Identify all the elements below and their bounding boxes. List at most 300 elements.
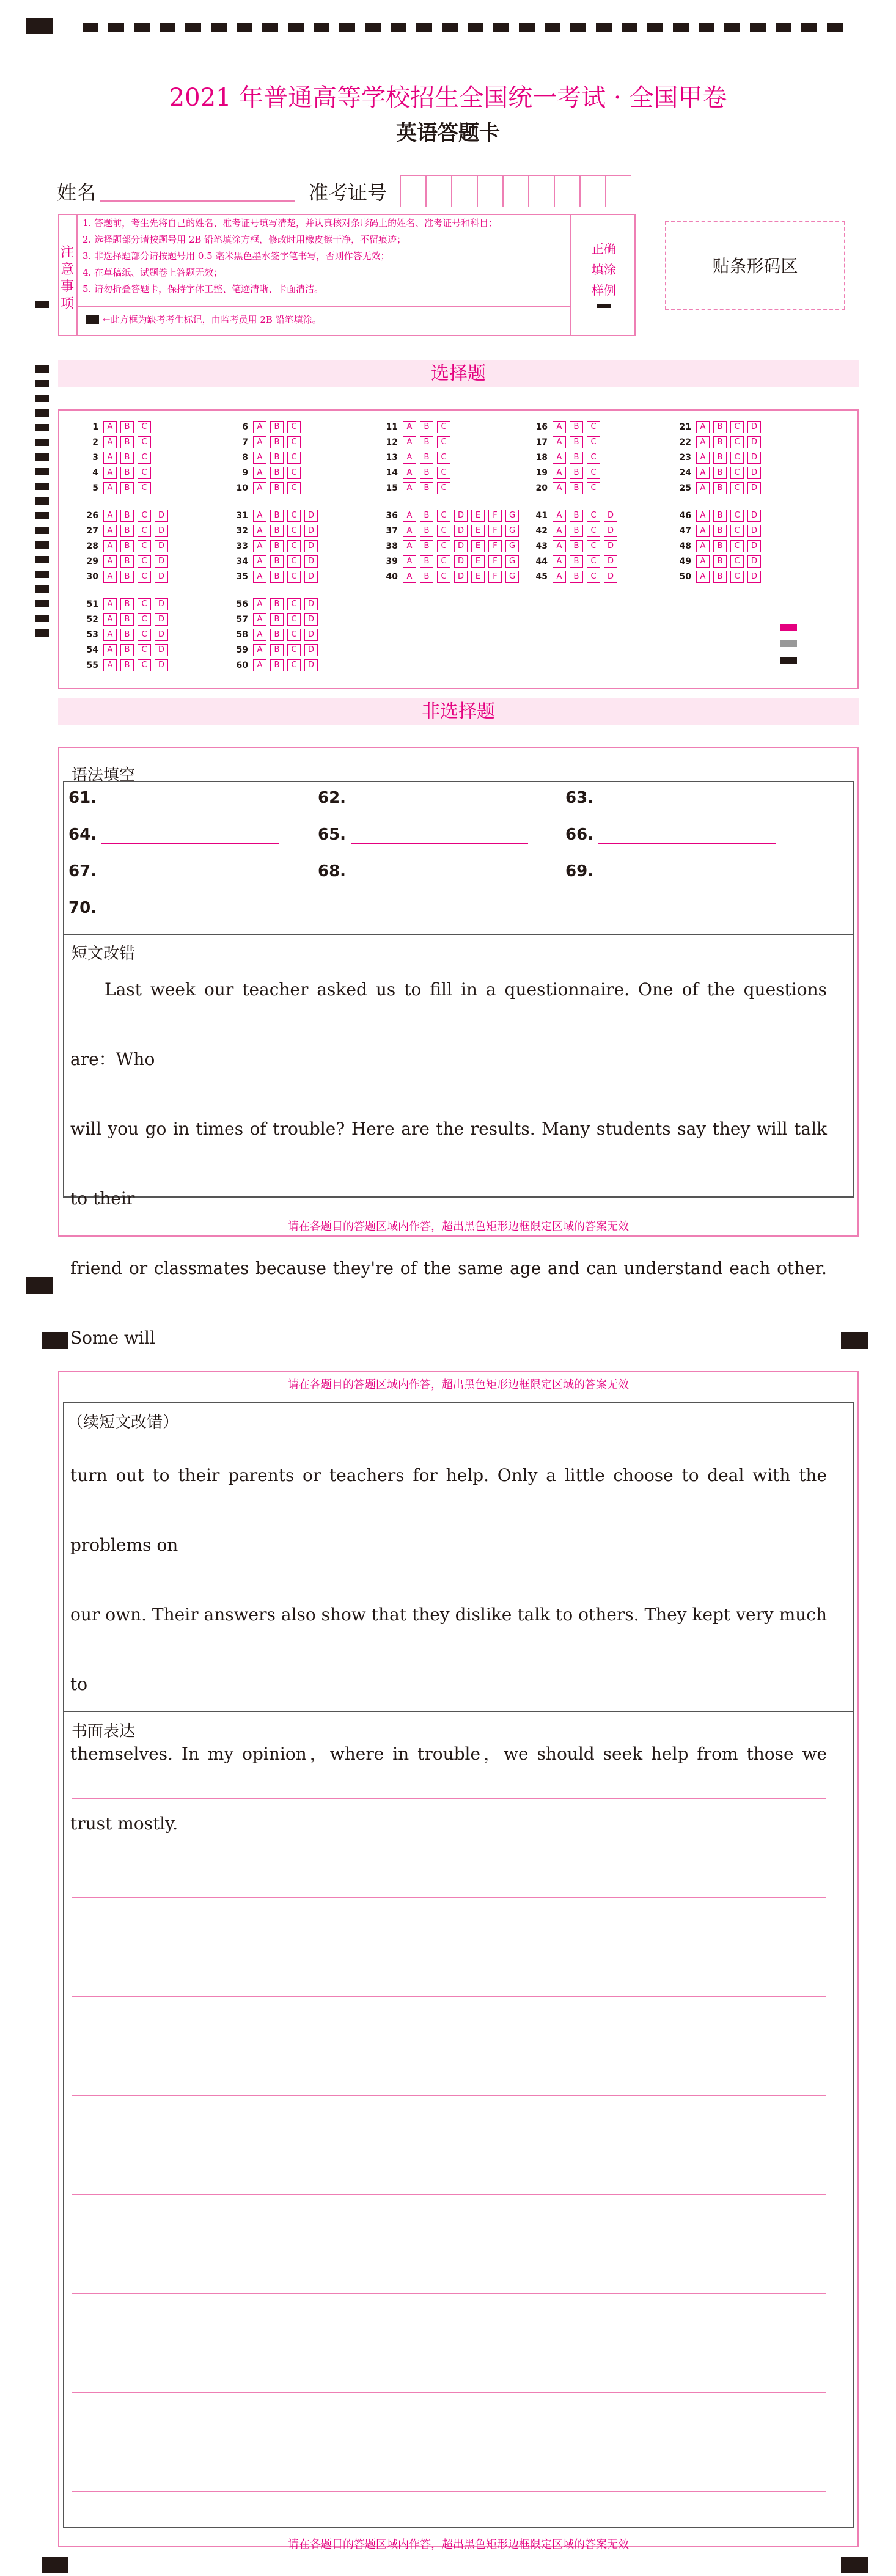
answer-bubble[interactable]: A [553,436,566,448]
answer-bubble[interactable]: C [287,659,301,671]
grammar-answer-field[interactable] [565,862,776,880]
answer-bubble[interactable]: D [604,540,617,552]
grammar-answer-field[interactable] [318,825,528,844]
answer-bubble[interactable]: B [570,571,583,583]
answer-bubble[interactable]: D [155,629,168,641]
answer-bubble[interactable]: B [270,540,284,552]
answer-bubble[interactable]: A [103,540,117,552]
answer-bubble[interactable]: A [696,436,710,448]
answer-bubble[interactable]: C [437,571,450,583]
answer-bubble[interactable]: B [120,644,134,656]
answer-bubble[interactable]: B [570,452,583,464]
answer-bubble[interactable]: F [488,540,502,552]
answer-bubble[interactable]: A [403,421,416,433]
answer-bubble[interactable]: C [287,571,301,583]
timing-mark [699,23,714,32]
answer-bubble[interactable]: D [304,598,318,610]
sample-mark-gray [780,640,797,647]
answer-bubble[interactable]: G [505,571,519,583]
answer-bubble[interactable]: B [420,510,433,522]
answer-line[interactable] [351,825,528,844]
answer-bubble[interactable]: C [587,467,600,479]
answer-line[interactable] [101,862,279,880]
answer-bubble[interactable]: D [747,510,761,522]
answer-bubble[interactable]: C [730,421,744,433]
answer-bubble[interactable]: A [696,571,710,583]
answer-bubble[interactable]: A [403,467,416,479]
answer-bubble[interactable]: B [713,540,727,552]
answer-bubble[interactable]: B [270,598,284,610]
answer-bubble[interactable]: A [253,598,266,610]
answer-bubble[interactable]: A [103,613,117,626]
answer-bubble[interactable]: D [454,555,468,568]
answer-bubble[interactable]: B [270,613,284,626]
answer-bubble[interactable]: B [713,571,727,583]
answer-bubble[interactable]: A [103,510,117,522]
answer-bubble[interactable]: A [403,510,416,522]
exam-number-digit-box[interactable] [503,175,529,207]
choice-question [83,509,172,522]
choice-question [232,420,304,434]
answer-bubble[interactable]: B [270,644,284,656]
timing-mark [35,541,49,549]
answer-bubble[interactable]: D [155,540,168,552]
answer-bubble[interactable]: B [420,421,433,433]
answer-line[interactable] [101,898,279,917]
answer-bubble[interactable]: C [138,510,151,522]
answer-bubble[interactable]: A [253,452,266,464]
corner-mark [26,18,53,34]
grammar-answer-field[interactable] [68,862,279,880]
answer-bubble[interactable]: A [103,482,117,494]
answer-bubble[interactable]: A [253,510,266,522]
answer-bubble[interactable]: D [155,555,168,568]
answer-bubble[interactable]: A [696,482,710,494]
answer-bubble[interactable]: A [553,421,566,433]
answer-bubble[interactable]: F [488,571,502,583]
answer-bubble[interactable]: C [730,571,744,583]
grammar-answer-field[interactable] [565,788,776,807]
answer-line[interactable] [101,788,279,807]
answer-bubble[interactable]: D [747,540,761,552]
absent-mark-box[interactable] [86,315,99,324]
answer-bubble[interactable]: D [604,571,617,583]
answer-bubble[interactable]: A [403,436,416,448]
answer-bubble[interactable]: C [437,525,450,537]
answer-bubble[interactable]: A [103,659,117,671]
answer-bubble[interactable]: D [604,555,617,568]
answer-bubble[interactable]: C [587,452,600,464]
answer-bubble[interactable]: D [604,525,617,537]
choice-question [675,509,765,522]
choice-question [232,524,321,538]
answer-bubble[interactable]: A [403,540,416,552]
answer-bubble[interactable]: B [120,421,134,433]
answer-bubble[interactable]: C [138,467,151,479]
answer-bubble[interactable]: A [403,482,416,494]
answer-bubble[interactable]: B [270,421,284,433]
writing-line[interactable] [72,2194,826,2195]
question-number: 55 [86,660,98,670]
answer-bubble[interactable]: G [505,525,519,537]
answer-bubble[interactable]: C [138,598,151,610]
answer-bubble[interactable]: C [287,525,301,537]
answer-bubble[interactable]: G [505,510,519,522]
answer-bubble[interactable]: C [587,540,600,552]
timing-mark [339,23,355,32]
answer-bubble[interactable]: C [730,452,744,464]
answer-bubble[interactable]: D [304,571,318,583]
grammar-answer-field[interactable] [318,788,528,807]
answer-bubble[interactable]: D [304,629,318,641]
answer-bubble[interactable]: B [120,571,134,583]
exam-number-digit-box[interactable] [580,175,606,207]
answer-bubble[interactable]: D [304,510,318,522]
answer-bubble[interactable]: C [437,436,450,448]
answer-bubble[interactable]: C [437,467,450,479]
answer-bubble[interactable]: E [471,510,485,522]
answer-bubble[interactable]: D [304,644,318,656]
answer-bubble[interactable]: A [103,467,117,479]
answer-bubble[interactable]: A [103,571,117,583]
answer-bubble[interactable]: B [713,452,727,464]
answer-bubble[interactable]: C [730,510,744,522]
answer-bubble[interactable]: B [270,482,284,494]
answer-bubble[interactable]: C [138,555,151,568]
answer-bubble[interactable]: A [403,525,416,537]
answer-bubble[interactable]: C [437,555,450,568]
writing-line[interactable] [72,2392,826,2393]
answer-bubble[interactable]: D [155,571,168,583]
answer-bubble[interactable]: C [287,436,301,448]
answer-bubble[interactable]: D [747,571,761,583]
answer-bubble[interactable]: B [120,629,134,641]
answer-bubble[interactable]: A [103,598,117,610]
writing-line[interactable] [72,1996,826,1997]
answer-bubble[interactable]: A [553,482,566,494]
answer-bubble[interactable]: D [304,613,318,626]
answer-bubble[interactable]: A [696,555,710,568]
answer-bubble[interactable]: B [713,510,727,522]
answer-bubble[interactable]: A [553,525,566,537]
exam-number-digit-box[interactable] [477,175,503,207]
answer-bubble[interactable]: B [713,482,727,494]
answer-bubble[interactable]: B [420,436,433,448]
answer-bubble[interactable]: C [138,421,151,433]
timing-mark [134,23,150,32]
answer-bubble[interactable]: C [587,555,600,568]
answer-bubble[interactable]: A [696,540,710,552]
answer-bubble[interactable]: B [270,436,284,448]
answer-bubble[interactable]: B [270,555,284,568]
grammar-answer-field[interactable] [318,862,528,880]
answer-bubble[interactable]: B [120,510,134,522]
answer-bubble[interactable]: B [120,525,134,537]
answer-bubble[interactable]: B [420,467,433,479]
answer-bubble[interactable]: C [437,482,450,494]
answer-bubble[interactable]: B [570,467,583,479]
answer-bubble[interactable]: F [488,510,502,522]
answer-bubble[interactable]: A [553,540,566,552]
answer-bubble[interactable]: E [471,525,485,537]
answer-bubble[interactable]: D [304,659,318,671]
answer-bubble[interactable]: B [570,525,583,537]
timing-mark [596,23,612,32]
grammar-answer-field[interactable] [565,825,776,844]
answer-bubble[interactable]: D [304,555,318,568]
answer-bubble[interactable]: C [587,482,600,494]
answer-bubble[interactable]: A [253,644,266,656]
answer-bubble[interactable]: C [287,555,301,568]
answer-bubble[interactable]: D [454,525,468,537]
answer-bubble[interactable]: C [138,540,151,552]
answer-bubble[interactable]: D [454,571,468,583]
writing-line[interactable] [72,1798,826,1799]
answer-bubble[interactable]: B [570,555,583,568]
answer-bubble[interactable]: D [304,525,318,537]
answer-bubble[interactable]: C [730,467,744,479]
answer-bubble[interactable]: B [420,555,433,568]
answer-bubble[interactable]: A [553,467,566,479]
answer-bubble[interactable]: A [696,452,710,464]
question-number: 40 [386,572,398,582]
answer-bubble[interactable]: B [713,467,727,479]
name-field[interactable] [100,200,295,202]
answer-bubble[interactable]: B [570,421,583,433]
answer-bubble[interactable]: B [420,525,433,537]
answer-bubble[interactable]: B [120,659,134,671]
answer-bubble[interactable]: B [270,659,284,671]
answer-bubble[interactable]: C [287,510,301,522]
answer-bubble[interactable]: C [138,629,151,641]
answer-bubble[interactable]: C [287,467,301,479]
answer-bubble[interactable]: D [454,510,468,522]
correct-fill-sample [597,304,611,308]
answer-bubble[interactable]: C [587,571,600,583]
timing-mark [108,23,124,32]
answer-bubble[interactable]: A [103,555,117,568]
answer-bubble[interactable]: C [138,436,151,448]
answer-bubble[interactable]: B [120,613,134,626]
answer-bubble[interactable]: B [270,467,284,479]
answer-bubble[interactable]: C [437,510,450,522]
answer-bubble[interactable]: B [120,452,134,464]
answer-bubble[interactable]: A [553,571,566,583]
answer-line[interactable] [598,825,776,844]
answer-bubble[interactable]: D [747,452,761,464]
answer-bubble[interactable]: B [120,467,134,479]
answer-line[interactable] [351,788,528,807]
answer-bubble[interactable]: B [570,540,583,552]
answer-bubble[interactable]: B [270,452,284,464]
answer-bubble[interactable]: A [103,436,117,448]
exam-number-digit-box[interactable] [554,175,580,207]
answer-bubble[interactable]: C [730,436,744,448]
answer-bubble[interactable]: D [155,598,168,610]
answer-bubble[interactable]: D [604,510,617,522]
answer-line[interactable] [598,862,776,880]
answer-bubble[interactable]: F [488,555,502,568]
answer-bubble[interactable]: C [287,540,301,552]
answer-bubble[interactable]: C [138,525,151,537]
answer-bubble[interactable]: C [287,421,301,433]
notice-item: 4. 在草稿纸、试题卷上答题无效； [83,267,223,278]
answer-bubble[interactable]: A [696,510,710,522]
page-mark [26,1277,53,1294]
writing-line[interactable] [72,2293,826,2294]
exam-number-digit-box[interactable] [452,175,477,207]
timing-mark [570,23,586,32]
answer-bubble[interactable]: D [747,482,761,494]
answer-bubble[interactable]: B [570,482,583,494]
absent-note: ←此方框为缺考考生标记，由监考员用 2B 铅笔填涂。 [103,314,321,325]
question-number: 20 [535,483,548,493]
answer-bubble[interactable]: C [138,644,151,656]
answer-bubble[interactable]: G [505,540,519,552]
answer-bubble[interactable]: C [287,452,301,464]
answer-bubble[interactable]: B [420,540,433,552]
exam-number-digit-box[interactable] [400,175,426,207]
answer-bubble[interactable]: C [730,482,744,494]
answer-bubble[interactable]: A [253,555,266,568]
answer-bubble[interactable]: C [287,613,301,626]
answer-bubble[interactable]: B [713,436,727,448]
answer-bubble[interactable]: B [420,452,433,464]
answer-bubble[interactable]: B [713,421,727,433]
timing-mark [519,23,535,32]
answer-bubble[interactable]: A [696,525,710,537]
answer-bubble[interactable]: A [403,571,416,583]
answer-bubble[interactable]: A [253,436,266,448]
answer-bubble[interactable]: B [420,571,433,583]
answer-bubble[interactable]: B [270,525,284,537]
exam-number-digit-box[interactable] [529,175,554,207]
answer-bubble[interactable]: B [713,555,727,568]
answer-bubble[interactable]: A [253,540,266,552]
answer-bubble[interactable]: D [747,555,761,568]
grammar-answer-field[interactable] [68,825,279,844]
answer-bubble[interactable]: A [253,659,266,671]
answer-bubble[interactable]: D [747,436,761,448]
answer-bubble[interactable]: C [730,540,744,552]
answer-bubble[interactable]: A [253,629,266,641]
answer-bubble[interactable]: A [696,467,710,479]
answer-bubble[interactable]: B [120,540,134,552]
answer-bubble[interactable]: A [253,571,266,583]
answer-line[interactable] [351,862,528,880]
answer-bubble[interactable]: D [454,540,468,552]
answer-bubble[interactable]: B [270,629,284,641]
answer-bubble[interactable]: E [471,571,485,583]
answer-bubble[interactable]: C [437,452,450,464]
writing-line[interactable] [72,2095,826,2096]
answer-bubble[interactable]: C [287,629,301,641]
answer-bubble[interactable]: C [587,525,600,537]
answer-line[interactable] [598,788,776,807]
answer-bubble[interactable]: C [138,659,151,671]
answer-bubble[interactable]: A [253,467,266,479]
answer-bubble[interactable]: D [155,644,168,656]
answer-bubble[interactable]: C [138,452,151,464]
answer-bubble[interactable]: C [287,644,301,656]
answer-bubble[interactable]: A [403,452,416,464]
answer-bubble[interactable]: G [505,555,519,568]
answer-bubble[interactable]: A [103,421,117,433]
answer-bubble[interactable]: A [253,525,266,537]
answer-line[interactable] [101,825,279,844]
answer-bubble[interactable]: D [155,525,168,537]
answer-bubble[interactable]: C [138,613,151,626]
answer-bubble[interactable]: C [287,482,301,494]
answer-bubble[interactable]: B [120,436,134,448]
answer-bubble[interactable]: A [103,525,117,537]
answer-bubble[interactable]: B [120,598,134,610]
answer-bubble[interactable]: A [696,421,710,433]
answer-bubble[interactable]: C [437,540,450,552]
answer-bubble[interactable]: B [270,510,284,522]
answer-bubble[interactable]: A [553,555,566,568]
writing-line[interactable] [72,2491,826,2492]
answer-bubble[interactable]: B [120,482,134,494]
answer-bubble[interactable]: D [155,510,168,522]
answer-bubble[interactable]: D [747,525,761,537]
answer-bubble[interactable]: B [120,555,134,568]
answer-bubble[interactable]: A [253,421,266,433]
answer-bubble[interactable]: B [420,482,433,494]
grammar-answer-field[interactable] [68,898,279,917]
grammar-answer-field[interactable] [68,788,279,807]
answer-bubble[interactable]: B [270,571,284,583]
answer-bubble[interactable]: D [747,467,761,479]
answer-bubble[interactable]: F [488,525,502,537]
answer-bubble[interactable]: C [587,421,600,433]
answer-bubble[interactable]: C [437,421,450,433]
answer-bubble[interactable]: B [570,510,583,522]
answer-bubble[interactable]: C [287,598,301,610]
answer-bubble[interactable]: A [253,613,266,626]
answer-bubble[interactable]: E [471,555,485,568]
answer-bubble[interactable]: C [587,436,600,448]
answer-bubble[interactable]: D [747,421,761,433]
answer-bubble[interactable]: B [570,436,583,448]
grammar-number: 66. [565,825,594,844]
answer-bubble[interactable]: A [103,629,117,641]
answer-bubble[interactable]: C [587,510,600,522]
answer-bubble[interactable]: A [103,644,117,656]
exam-number-digit-box[interactable] [426,175,452,207]
answer-bubble[interactable]: A [253,482,266,494]
answer-bubble[interactable]: D [304,540,318,552]
answer-bubble[interactable]: B [713,525,727,537]
answer-bubble[interactable]: A [553,452,566,464]
answer-bubble[interactable]: E [471,540,485,552]
exam-number-digit-box[interactable] [606,175,631,207]
answer-bubble[interactable]: A [103,452,117,464]
answer-bubble[interactable]: C [730,555,744,568]
answer-bubble[interactable]: C [138,571,151,583]
answer-bubble[interactable]: D [155,613,168,626]
correction-title: 短文改错 [72,945,136,963]
notice-side-label: 注意事项 [61,245,75,312]
answer-bubble[interactable]: C [138,482,151,494]
answer-bubble[interactable]: A [553,510,566,522]
writing-line[interactable] [72,1897,826,1898]
answer-bubble[interactable]: A [403,555,416,568]
choice-question [83,643,172,657]
answer-bubble[interactable]: D [155,659,168,671]
answer-bubble[interactable]: C [730,525,744,537]
writing-title: 书面表达 [72,1722,136,1741]
